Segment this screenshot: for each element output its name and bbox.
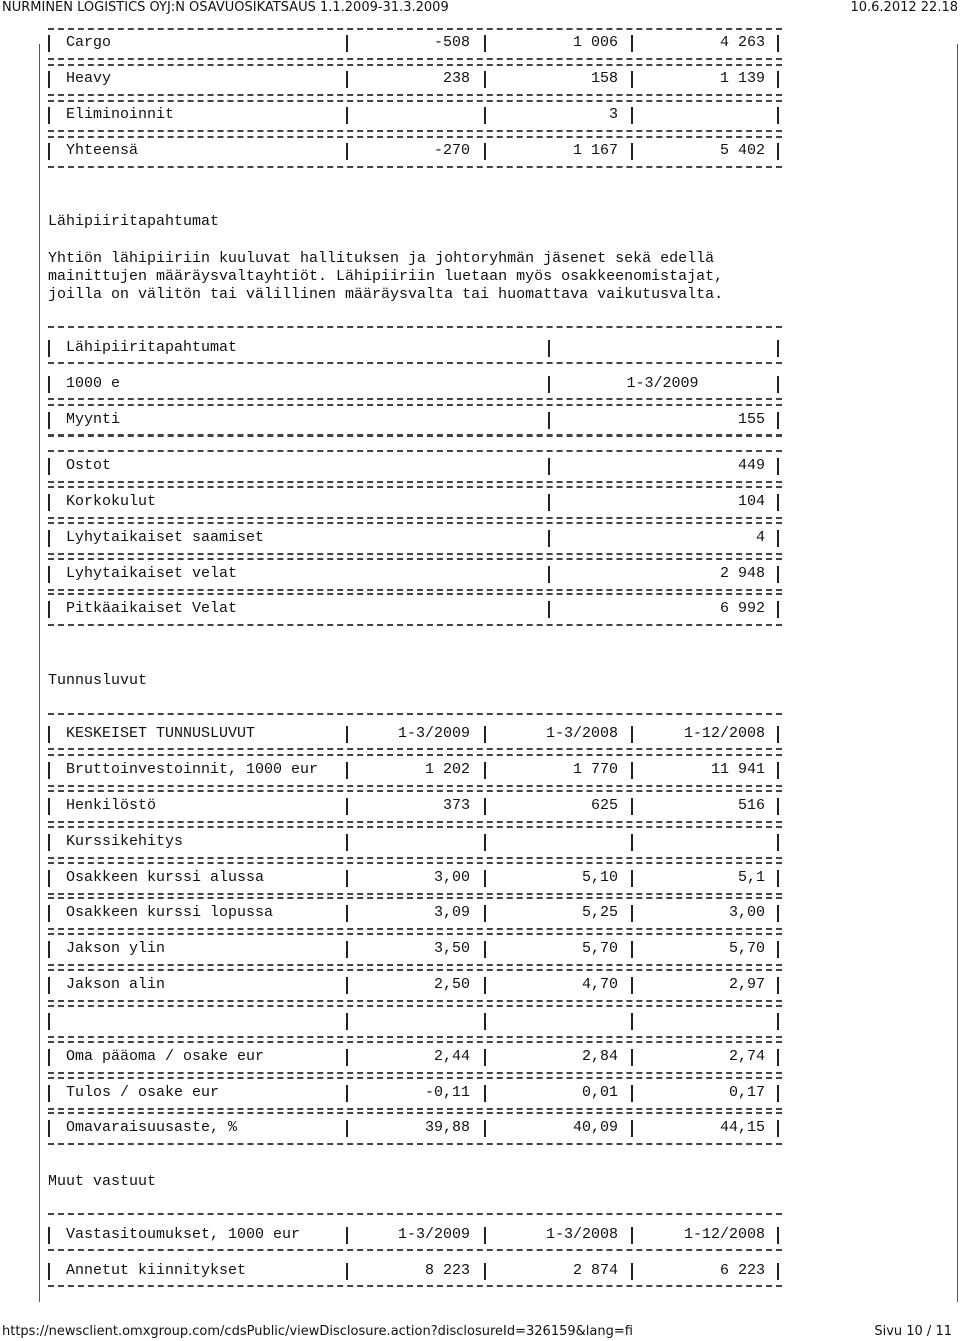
- row-separator: [48, 136, 782, 138]
- cell-border: [777, 601, 779, 618]
- cell-border: [48, 458, 50, 475]
- row-label: Jakson ylin: [66, 940, 166, 957]
- cell-value: -508: [433, 34, 470, 51]
- cell-value: 3,00: [728, 904, 765, 921]
- cell-value: 5,25: [581, 904, 618, 921]
- cell-value: 373: [442, 797, 470, 814]
- cell-border: [48, 726, 50, 743]
- cell-value: 158: [590, 70, 618, 87]
- row-label: Korkokulut: [66, 493, 157, 510]
- cell-border: [48, 566, 50, 583]
- cell-value: 5,70: [581, 940, 618, 957]
- cell-border: [777, 941, 779, 958]
- cell-border: [548, 340, 550, 357]
- row-separator: [48, 593, 782, 595]
- row-label: Annetut kiinnitykset: [66, 1262, 247, 1279]
- cell-border: [631, 107, 633, 124]
- cell-value: 2,97: [728, 976, 765, 993]
- cell-border: [777, 566, 779, 583]
- cell-value: 2 874: [572, 1262, 618, 1279]
- cell-border: [48, 870, 50, 887]
- row-separator: [48, 964, 782, 966]
- cell-border: [777, 458, 779, 475]
- cell-border: [48, 1085, 50, 1102]
- cell-border: [777, 376, 779, 393]
- cell-border: [48, 601, 50, 618]
- cell-border: [777, 35, 779, 52]
- cell-border: [777, 1013, 779, 1030]
- row-label: Heavy: [66, 70, 112, 87]
- document-title: NURMINEN LOGISTICS OYJ:N OSAVUOSIKATSAUS 1.1.2009-31.3.2009: [2, 0, 449, 15]
- row-separator: [48, 434, 782, 436]
- cell-value: 1-3/2009: [397, 725, 470, 742]
- cell-border: [777, 71, 779, 88]
- cell-border: [777, 762, 779, 779]
- cell-border: [48, 143, 50, 160]
- row-separator: [48, 862, 782, 864]
- row-separator: [48, 94, 782, 96]
- cell-border: [777, 1263, 779, 1280]
- cell-value: 0,01: [581, 1084, 618, 1101]
- cell-border: [777, 107, 779, 124]
- cell-value: 1-3/2009: [397, 1226, 470, 1243]
- cell-value: 1 139: [719, 70, 765, 87]
- cell-border: [777, 834, 779, 851]
- row-separator: [48, 1041, 782, 1043]
- cell-border: [346, 1013, 348, 1030]
- cell-value: 238: [442, 70, 470, 87]
- cell-value: 4 263: [719, 34, 765, 51]
- row-separator: [48, 166, 782, 168]
- row-separator: [48, 1112, 782, 1114]
- related-paragraph-line: joilla on välitön tai välillinen määräysvalta tai huomattava vaikutusvalta.: [48, 286, 724, 303]
- cell-border: [48, 376, 50, 393]
- cell-border: [48, 340, 50, 357]
- cell-border: [777, 143, 779, 160]
- cell-border: [346, 834, 348, 851]
- row-separator: [48, 1108, 782, 1110]
- row-label: Osakkeen kurssi lopussa: [66, 904, 274, 921]
- row-separator: [48, 826, 782, 828]
- cell-value: 1-12/2008: [683, 1226, 765, 1243]
- cell-value: 3,00: [433, 869, 470, 886]
- cell-border: [777, 870, 779, 887]
- cell-value: 625: [590, 797, 618, 814]
- cell-value: 6 992: [719, 600, 765, 617]
- row-separator: [48, 933, 782, 935]
- cell-border: [777, 1085, 779, 1102]
- row-label: KESKEISET TUNNUSLUVUT: [66, 725, 256, 742]
- cell-border: [631, 834, 633, 851]
- cell-value: 155: [737, 411, 765, 428]
- source-url: https://newsclient.omxgroup.com/cdsPublic/viewDisclosure.action?disclosureId=326159&lang=fi: [2, 1324, 633, 1339]
- cell-border: [777, 530, 779, 547]
- cell-value: 1 770: [572, 761, 618, 778]
- cell-value: 2,44: [433, 1048, 470, 1065]
- page-frame-right: [957, 44, 958, 1302]
- page-frame-left: [39, 44, 40, 1302]
- cell-value: 5,70: [728, 940, 765, 957]
- row-label: Oma pääoma / osake eur: [66, 1048, 265, 1065]
- row-separator: [48, 362, 782, 364]
- row-separator: [48, 1213, 782, 1215]
- row-label: 1000 e: [66, 375, 121, 392]
- cell-value: 4,70: [581, 976, 618, 993]
- row-separator: [48, 624, 782, 626]
- cell-value: -0,11: [424, 1084, 470, 1101]
- row-separator: [48, 1072, 782, 1074]
- cell-border: [48, 35, 50, 52]
- row-separator: [48, 857, 782, 859]
- row-separator: [48, 28, 782, 30]
- row-separator: [48, 130, 782, 132]
- row-separator: [48, 398, 782, 400]
- row-label: Ostot: [66, 457, 112, 474]
- browser-print-footer: [0, 1322, 960, 1341]
- cell-border: [777, 726, 779, 743]
- cell-value: 40,09: [572, 1119, 618, 1136]
- row-separator: [48, 790, 782, 792]
- cell-value: 1 006: [572, 34, 618, 51]
- row-separator: [48, 1249, 782, 1251]
- cell-value: 5 402: [719, 142, 765, 159]
- cell-border: [48, 494, 50, 511]
- cell-value: 44,15: [719, 1119, 765, 1136]
- cell-border: [777, 1120, 779, 1137]
- cell-border: [48, 71, 50, 88]
- cell-value: 1-3/2009: [626, 375, 699, 392]
- cell-value: 2,74: [728, 1048, 765, 1065]
- row-separator: [48, 481, 782, 483]
- row-separator: [48, 450, 782, 452]
- row-separator: [48, 1000, 782, 1002]
- row-separator: [48, 893, 782, 895]
- row-separator: [48, 553, 782, 555]
- row-label: Omavaraisuusaste, %: [66, 1119, 238, 1136]
- cell-value: 2,50: [433, 976, 470, 993]
- cell-border: [48, 1263, 50, 1280]
- cell-value: 1-12/2008: [683, 725, 765, 742]
- section-heading-liabilities: Muut vastuut: [48, 1173, 157, 1190]
- cell-value: 1-3/2008: [545, 725, 618, 742]
- row-label: Eliminoinnit: [66, 106, 175, 123]
- row-separator: [48, 486, 782, 488]
- section-heading-kpi: Tunnusluvut: [48, 672, 148, 689]
- row-separator: [48, 969, 782, 971]
- row-separator: [48, 748, 782, 750]
- cell-value: 39,88: [424, 1119, 470, 1136]
- cell-border: [631, 1013, 633, 1030]
- row-separator: [48, 1077, 782, 1079]
- cell-value: 2 948: [719, 565, 765, 582]
- row-separator: [48, 558, 782, 560]
- row-separator: [48, 589, 782, 591]
- cell-border: [48, 941, 50, 958]
- cell-border: [48, 107, 50, 124]
- row-separator: [48, 1143, 782, 1145]
- row-separator: [48, 1005, 782, 1007]
- row-label: Lähipiiritapahtumat: [66, 339, 238, 356]
- cell-border: [777, 905, 779, 922]
- row-label: Osakkeen kurssi alussa: [66, 869, 265, 886]
- cell-border: [48, 798, 50, 815]
- row-label: Pitkäaikaiset Velat: [66, 600, 238, 617]
- related-paragraph-line: mainittujen määräysvaltayhtiöt. Lähipiiriin luetaan myös osakkeenomistajat,: [48, 268, 724, 285]
- row-separator: [48, 64, 782, 66]
- row-separator: [48, 517, 782, 519]
- row-label: Kurssikehitys: [66, 833, 184, 850]
- row-separator: [48, 928, 782, 930]
- cell-border: [48, 530, 50, 547]
- cell-value: 11 941: [710, 761, 765, 778]
- row-separator: [48, 897, 782, 899]
- row-separator: [48, 785, 782, 787]
- cell-value: 1 202: [424, 761, 470, 778]
- print-timestamp: 10.6.2012 22.18: [850, 0, 958, 15]
- cell-value: 3: [608, 106, 618, 123]
- cell-border: [48, 1049, 50, 1066]
- cell-value: 5,10: [581, 869, 618, 886]
- cell-border: [48, 1227, 50, 1244]
- cell-value: 5,1: [737, 869, 765, 886]
- row-label: Lyhytaikaiset velat: [66, 565, 238, 582]
- cell-border: [484, 1013, 486, 1030]
- cell-border: [484, 834, 486, 851]
- cell-border: [777, 977, 779, 994]
- row-separator: [48, 713, 782, 715]
- row-separator: [48, 58, 782, 60]
- cell-value: 8 223: [424, 1262, 470, 1279]
- cell-value: 104: [737, 493, 765, 510]
- cell-border: [777, 1227, 779, 1244]
- cell-border: [346, 107, 348, 124]
- cell-value: 4: [755, 529, 765, 546]
- row-separator: [48, 100, 782, 102]
- row-separator: [48, 1036, 782, 1038]
- row-label: Lyhytaikaiset saamiset: [66, 529, 265, 546]
- cell-border: [48, 1013, 50, 1030]
- section-heading-related: Lähipiiritapahtumat: [48, 213, 220, 230]
- page-number: Sivu 10 / 11: [874, 1324, 952, 1339]
- row-label: Bruttoinvestoinnit, 1000 eur: [66, 761, 319, 778]
- row-label: Tulos / osake eur: [66, 1084, 220, 1101]
- cell-value: 3,09: [433, 904, 470, 921]
- cell-border: [48, 905, 50, 922]
- cell-border: [48, 977, 50, 994]
- row-separator: [48, 522, 782, 524]
- cell-border: [777, 340, 779, 357]
- row-label: Cargo: [66, 34, 112, 51]
- cell-value: 2,84: [581, 1048, 618, 1065]
- row-separator: [48, 1285, 782, 1287]
- cell-value: 3,50: [433, 940, 470, 957]
- cell-border: [48, 762, 50, 779]
- cell-value: 0,17: [728, 1084, 765, 1101]
- row-separator: [48, 404, 782, 406]
- row-label: Vastasitoumukset, 1000 eur: [66, 1226, 301, 1243]
- row-label: Henkilöstö: [66, 797, 157, 814]
- cell-border: [777, 412, 779, 429]
- cell-border: [777, 494, 779, 511]
- row-separator: [48, 821, 782, 823]
- related-paragraph-line: Yhtiön lähipiiriin kuuluvat hallituksen ja johtoryhmän jäsenet sekä edellä: [48, 250, 715, 267]
- browser-print-header: [0, 0, 960, 18]
- row-label: Yhteensä: [66, 142, 139, 159]
- row-label: Jakson alin: [66, 976, 166, 993]
- cell-border: [48, 1120, 50, 1137]
- cell-value: 6 223: [719, 1262, 765, 1279]
- row-separator: [48, 326, 782, 328]
- cell-value: -270: [433, 142, 470, 159]
- row-separator: [48, 754, 782, 756]
- row-label: Myynti: [66, 411, 121, 428]
- cell-border: [48, 834, 50, 851]
- cell-value: 1 167: [572, 142, 618, 159]
- cell-value: 1-3/2008: [545, 1226, 618, 1243]
- cell-value: 516: [737, 797, 765, 814]
- cell-value: 449: [737, 457, 765, 474]
- cell-border: [777, 798, 779, 815]
- cell-border: [777, 1049, 779, 1066]
- cell-border: [48, 412, 50, 429]
